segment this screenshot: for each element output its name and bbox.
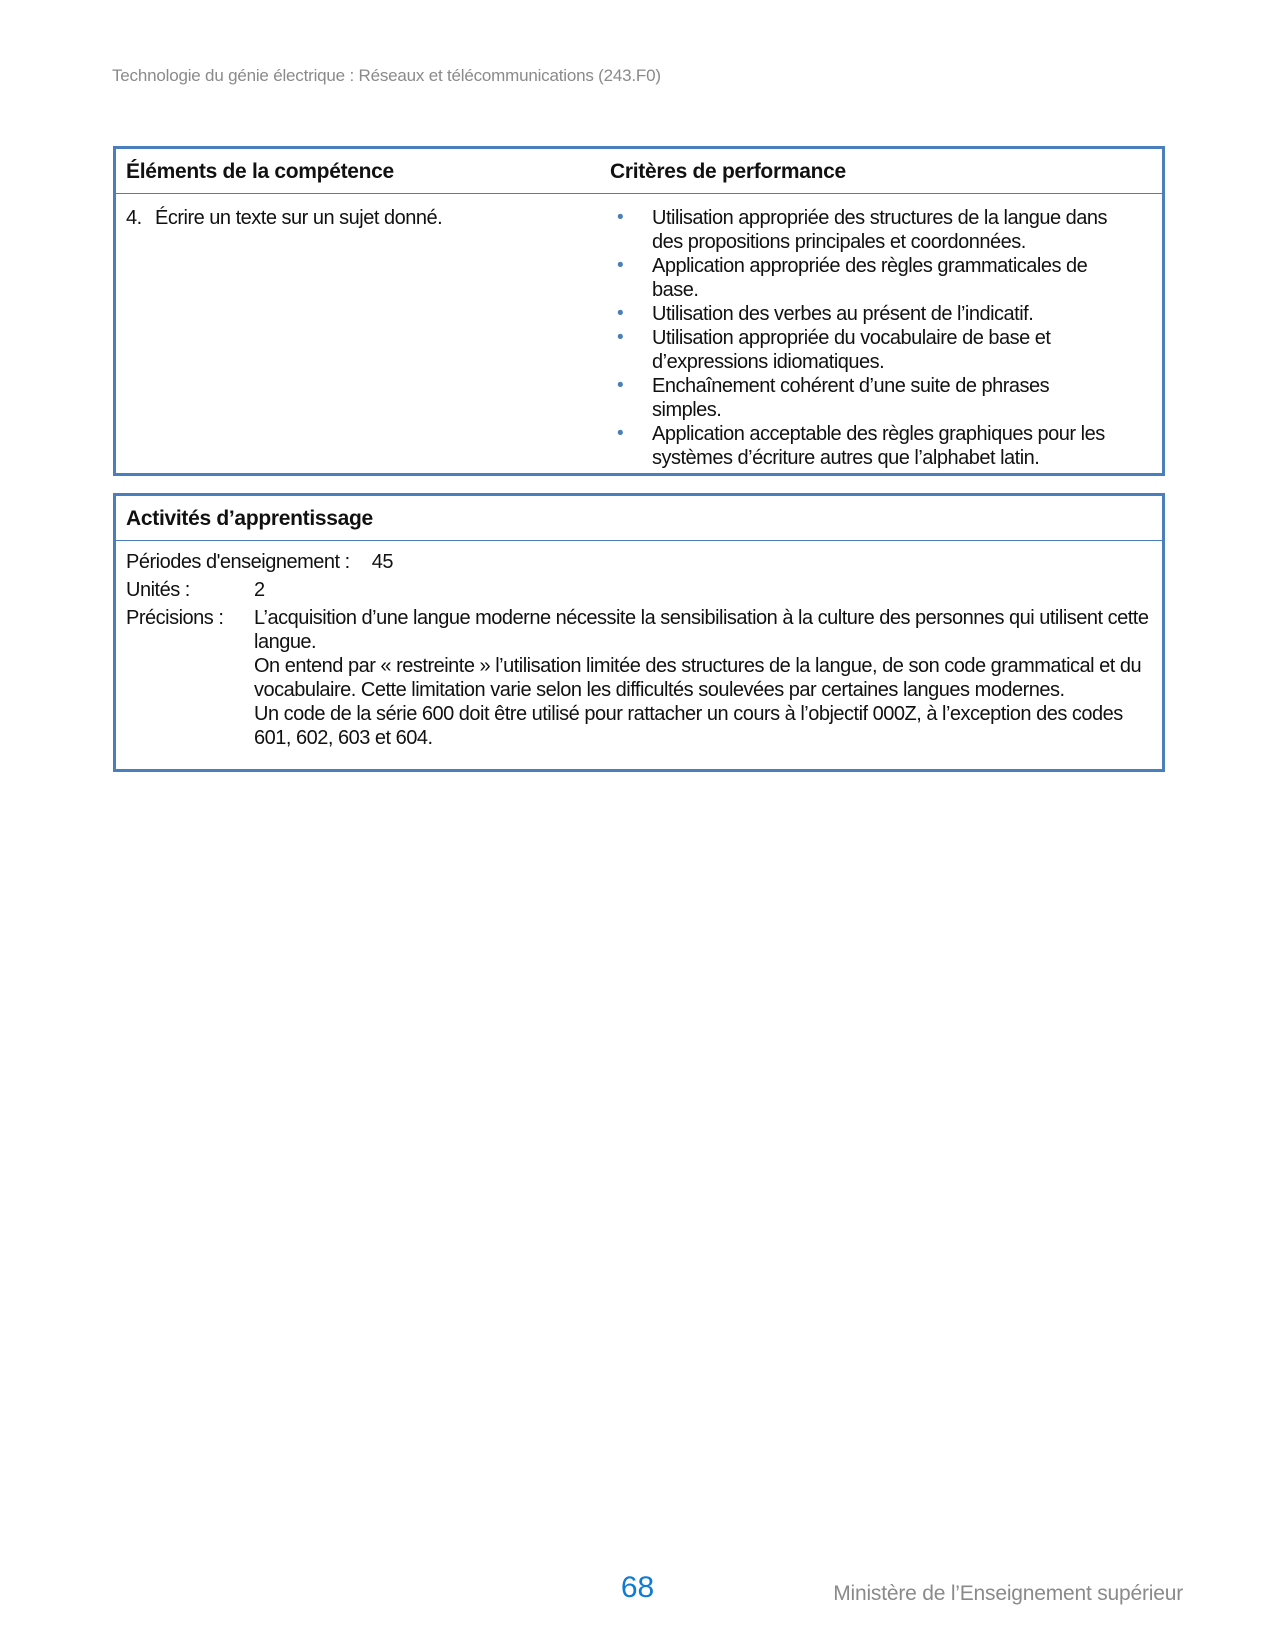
criteria-item bbox=[610, 302, 1118, 326]
criteria-item bbox=[610, 422, 1118, 470]
competence-table-body-row bbox=[116, 194, 1162, 470]
units-label: Unités : bbox=[126, 579, 190, 601]
criteria-cell bbox=[610, 206, 1162, 470]
activities-box-header-row bbox=[116, 496, 1162, 541]
bullet-icon: • bbox=[617, 423, 624, 444]
bullet-icon: • bbox=[617, 303, 624, 324]
criteria-text: Utilisation des verbes au présent de l’indicatif. bbox=[652, 303, 1034, 325]
footer-ministry: Ministère de l’Enseignement supérieur bbox=[833, 1582, 1183, 1605]
bullet-icon: • bbox=[617, 327, 624, 348]
page-number: 68 bbox=[620, 1571, 655, 1604]
criteria-text: Enchaînement cohérent d’une suite de phrases simples. bbox=[652, 375, 1050, 421]
precisions-paragraphs bbox=[254, 606, 1159, 750]
criteria-list bbox=[610, 206, 1118, 470]
periods-value: 45 bbox=[371, 551, 393, 573]
element-cell bbox=[116, 206, 610, 470]
periods-row bbox=[126, 550, 1162, 574]
precisions-paragraph: L’acquisition d’une langue moderne nécessite la sensibilisation à la culture des personnes qui utilisent cette langue. bbox=[254, 607, 1149, 653]
precisions-paragraph: Un code de la série 600 doit être utilisé pour rattacher un cours à l’objectif 000Z, à l’exception des codes 601, 602, 603 et 604. bbox=[254, 703, 1123, 749]
criteria-text: Utilisation appropriée des structures de la langue dans des propositions principales et coordonnées. bbox=[652, 207, 1108, 253]
competence-table-header-row bbox=[116, 149, 1162, 194]
bullet-icon: • bbox=[617, 255, 624, 276]
element-number: 4. bbox=[126, 207, 142, 229]
element-text: Écrire un texte sur un sujet donné. bbox=[155, 207, 443, 229]
criteria-text: Application appropriée des règles grammaticales de base. bbox=[652, 255, 1088, 301]
precisions-label: Précisions : bbox=[126, 607, 224, 629]
criteria-item bbox=[610, 206, 1118, 254]
bullet-icon: • bbox=[617, 375, 624, 396]
activities-box bbox=[113, 493, 1165, 772]
periods-label: Périodes d'enseignement : bbox=[126, 551, 350, 573]
column-header-criteria: Critères de performance bbox=[610, 160, 846, 183]
criteria-text: Utilisation appropriée du vocabulaire de base et d’expressions idiomatiques. bbox=[652, 327, 1051, 373]
running-header: Technologie du génie électrique : Réseaux et télécommunications (243.F0) bbox=[112, 66, 661, 85]
competence-table bbox=[113, 146, 1165, 476]
criteria-item bbox=[610, 374, 1118, 422]
element-item bbox=[126, 206, 610, 230]
precisions-paragraph: On entend par « restreinte » l’utilisation limitée des structures de la langue, de son code grammatical et du vocabulaire. Cette limitation varie selon les difficultés soulevées par certaines langues modernes. bbox=[254, 655, 1142, 701]
column-header-elements: Éléments de la compétence bbox=[126, 160, 394, 183]
criteria-text: Application acceptable des règles graphiques pour les systèmes d’écriture autres que l’alphabet latin. bbox=[652, 423, 1105, 469]
activities-box-body bbox=[116, 541, 1162, 750]
precisions-row bbox=[126, 606, 1162, 750]
bullet-icon: • bbox=[617, 207, 624, 228]
units-row bbox=[126, 578, 1162, 602]
units-value: 2 bbox=[254, 579, 265, 601]
criteria-item bbox=[610, 254, 1118, 302]
criteria-item bbox=[610, 326, 1118, 374]
activities-title: Activités d’apprentissage bbox=[126, 507, 373, 530]
